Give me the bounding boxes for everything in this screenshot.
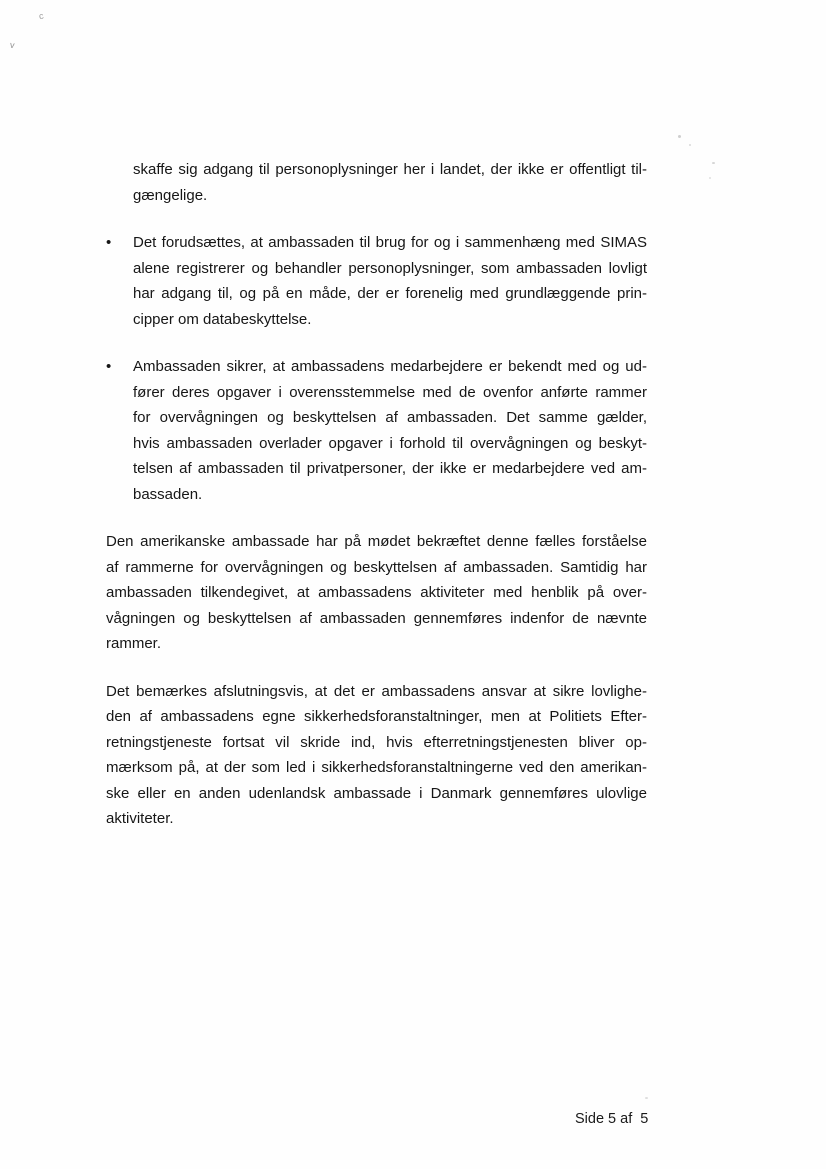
bullet-item bbox=[106, 354, 647, 507]
text-line: har adgang til, og på en måde, der er forenelig med grundlæggende prin- bbox=[133, 285, 647, 302]
bullet-text bbox=[133, 230, 647, 332]
bullet-item bbox=[106, 230, 647, 332]
text-line: Det bemærkes afslutningsvis, at det er ambassadens ansvar at sikre lovlighe- bbox=[106, 682, 647, 700]
text-line: cipper om databeskyttelse. bbox=[133, 310, 312, 328]
text-line: skaffe sig adgang til personoplysninger her i landet, der ikke er offentligt til- bbox=[133, 161, 647, 178]
scan-speck bbox=[645, 1097, 648, 1099]
scan-speck bbox=[712, 162, 715, 164]
text-line: Ambassaden sikrer, at ambassadens medarbejdere er bekendt med og ud- bbox=[133, 358, 647, 375]
text-line: mærksom på, at der som led i sikkerhedsforanstaltningerne ved den amerikan- bbox=[106, 759, 647, 776]
text-line: hvis ambassaden overlader opgaver i forhold til overvågningen og beskyt- bbox=[133, 434, 647, 452]
text-line: retningstjeneste fortsat vil skride ind, hvis efterretningstjenesten bliver op- bbox=[106, 733, 647, 751]
document-body bbox=[106, 157, 647, 854]
scan-artifact-mark: c bbox=[37, 10, 45, 22]
text-line: gængelige. bbox=[133, 186, 208, 204]
paragraph-continuation bbox=[106, 157, 647, 208]
page-number: Side 5 af 5 bbox=[575, 1111, 649, 1127]
bullet-text bbox=[133, 354, 647, 507]
bullet-icon: • bbox=[106, 358, 112, 375]
scan-speck bbox=[689, 144, 691, 146]
scan-speck bbox=[709, 177, 711, 179]
bullet-icon: • bbox=[106, 234, 112, 251]
text-line: den af ambassadens egne sikkerhedsforanstaltninger, men at Politiets Efter- bbox=[106, 708, 647, 725]
text-line: af rammerne for overvågningen og beskyttelsen af ambassaden. Samtidig har bbox=[106, 558, 647, 576]
text-line: Det forudsættes, at ambassaden til brug for og i sammenhæng med SIMAS bbox=[133, 234, 647, 251]
text-line: ske eller en anden udenlandsk ambassade i Danmark gennemføres ulovlige bbox=[106, 784, 647, 802]
text-line: vågningen og beskyttelsen af ambassaden gennemføres indenfor de nævnte bbox=[106, 609, 647, 627]
scan-artifact-mark: v bbox=[9, 39, 16, 51]
paragraph bbox=[106, 529, 647, 657]
paragraph bbox=[106, 679, 647, 832]
text-line: ambassaden tilkendegivet, at ambassadens aktiviteter med henblik på over- bbox=[106, 584, 647, 601]
text-line: telsen af ambassaden til privatpersoner, der ikke er medarbejdere ved am- bbox=[133, 460, 647, 477]
text-line: bassaden. bbox=[133, 485, 203, 503]
text-line: alene registrerer og behandler personoplysninger, som ambassaden lovligt bbox=[133, 259, 647, 277]
text-line: Den amerikanske ambassade har på mødet bekræftet denne fælles forståelse bbox=[106, 533, 647, 550]
text-line: rammer. bbox=[106, 635, 162, 652]
text-line: for overvågningen og beskyttelsen af ambassaden. Det samme gælder, bbox=[133, 409, 647, 426]
scan-speck bbox=[678, 135, 681, 138]
text-line: fører deres opgaver i overensstemmelse med de ovenfor anførte rammer bbox=[133, 383, 647, 401]
text-line: aktiviteter. bbox=[106, 810, 174, 827]
